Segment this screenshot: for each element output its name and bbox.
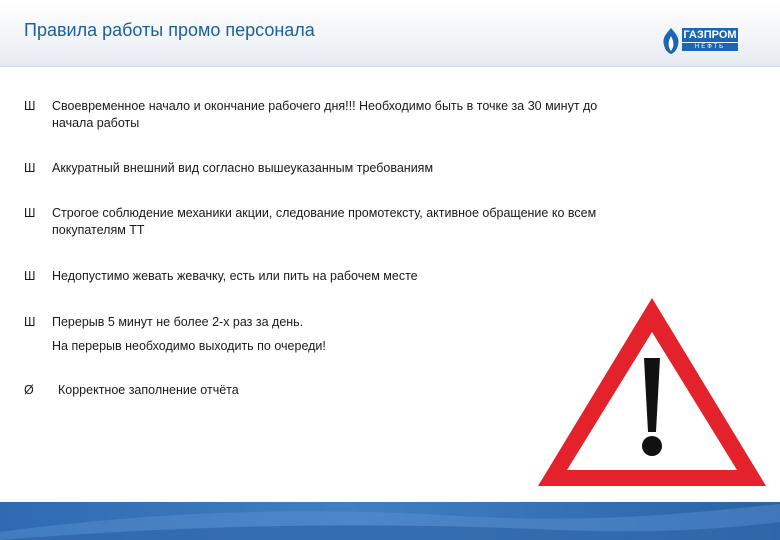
footer-wave-decoration <box>0 502 780 540</box>
header-bar <box>0 0 780 67</box>
bullet-marker: Ш <box>24 315 36 329</box>
rule-text: Аккуратный внешний вид согласно вышеуказанным требованиям <box>52 161 434 175</box>
warning-triangle-icon <box>534 294 770 494</box>
logo-wordmark: ГАЗПРОМ <box>683 29 737 41</box>
rule-text: Перерыв 5 минут не более 2-х раз за день. <box>52 315 304 329</box>
bullet-marker: Ш <box>24 206 36 220</box>
rule-text: Строгое соблюдение механики акции, следование промотексту, активное обращение ко всем покупателям ТТ <box>52 206 597 237</box>
page-title: Правила работы промо персонала <box>24 20 315 40</box>
rule-text: Недопустимо жевать жевачку, есть или пить на рабочем месте <box>52 269 418 283</box>
footer-band <box>0 502 780 540</box>
bullet-marker: Ø <box>24 383 34 397</box>
rule-text: Корректное заполнение отчёта <box>58 383 239 397</box>
bullet-marker: Ш <box>24 269 36 283</box>
bullet-marker: Ш <box>24 99 36 113</box>
gazprom-flame-icon <box>660 26 682 56</box>
bullet-marker: Ш <box>24 161 36 175</box>
logo-subtitle: НЕФТЬ <box>682 43 738 51</box>
rule-text: Своевременное начало и окончание рабочего дня!!! Необходимо быть в точке за 30 минут до начала работы <box>52 99 598 130</box>
gazprom-neft-logo <box>660 26 740 58</box>
rule-text: На перерыв необходимо выходить по очереди! <box>52 339 326 353</box>
